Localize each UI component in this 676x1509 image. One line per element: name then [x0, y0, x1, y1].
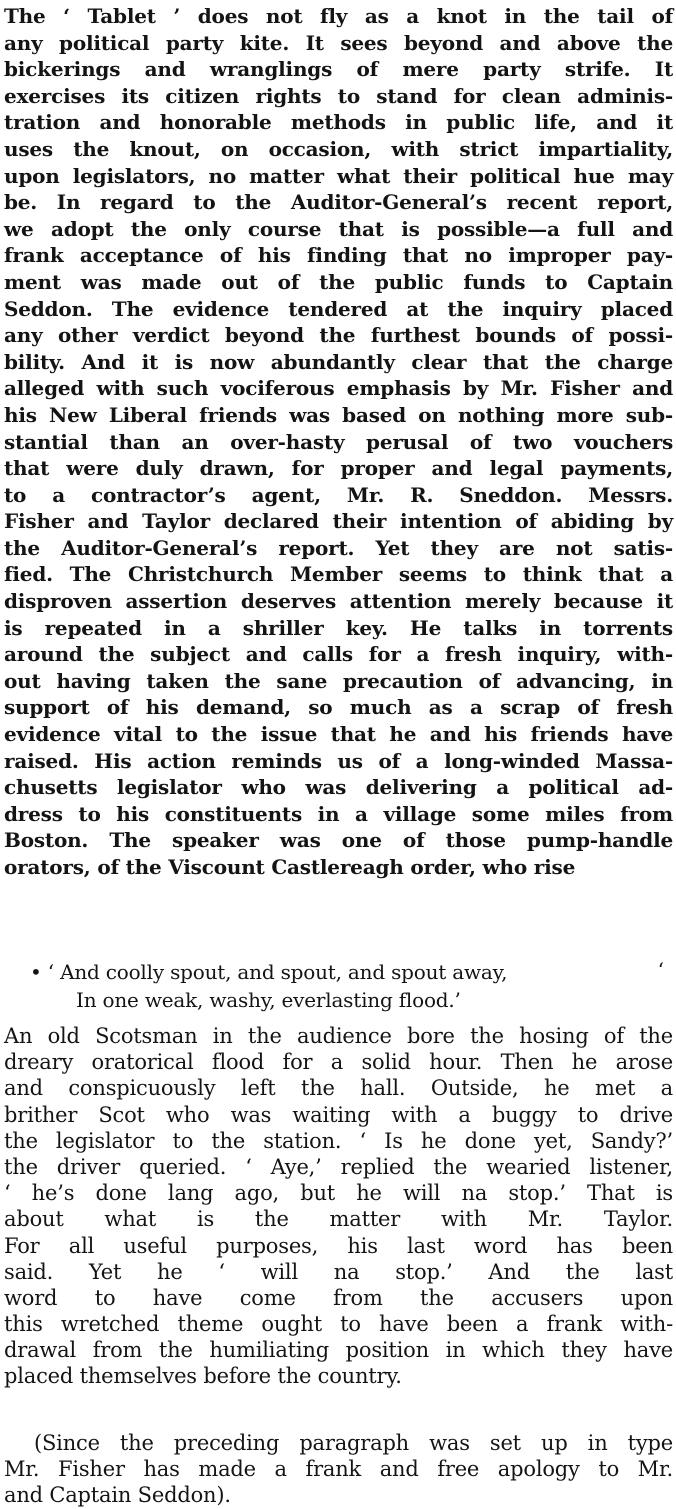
text-line: Fisher and Taylor declared their intention of abiding by: [4, 509, 673, 534]
text-line: about what is the matter with Mr. Taylor.: [4, 1207, 673, 1232]
text-line: is repeated in a shriller key. He talks in torrents: [4, 615, 673, 640]
text-line: disproven assertion deserves attention merely because it: [4, 589, 673, 614]
text-line: his New Liberal friends was based on nothing more sub-: [4, 402, 673, 427]
text-line: evidence vital to the issue that he and his friends have: [4, 722, 673, 747]
verse-line-2: In one weak, washy, everlasting flood.’: [76, 988, 461, 1012]
text-line: this wretched theme ought to have been a frank with-: [4, 1312, 673, 1337]
text-line: stantial than an over-hasty perusal of two vouchers: [4, 429, 673, 454]
text-line: the driver queried. ‘ Aye,’ replied the wearied listener,: [4, 1154, 673, 1179]
verse-line-1: • ‘ And coolly spout, and spout, and spout away,: [30, 960, 508, 984]
text-line: frank acceptance of his finding that no improper pay-: [4, 243, 673, 268]
text-line: the Auditor-General’s report. Yet they are not satis-: [4, 535, 673, 560]
verse-quote-mark: ‘: [657, 958, 664, 982]
verse-quotation: [30, 958, 670, 1014]
text-line: Boston. The speaker was one of those pump-handle: [4, 828, 673, 853]
text-line: Seddon. The evidence tendered at the inquiry placed: [4, 296, 673, 321]
text-line: ‘ he’s done lang ago, but he will na stop.’ That is: [4, 1181, 673, 1206]
text-line: said. Yet he ‘ will na stop.’ And the last: [4, 1259, 673, 1284]
text-line: to a contractor’s agent, Mr. R. Sneddon. Messrs.: [4, 482, 673, 507]
opening-paragraph: [0, 3, 676, 881]
editorial-note-paragraph: [0, 1430, 676, 1509]
text-line: placed themselves before the country.: [4, 1364, 402, 1389]
text-line: out having taken the sane precaution of advancing, in: [4, 668, 673, 693]
text-line: any other verdict beyond the furthest bounds of possi-: [4, 323, 673, 348]
text-line: The ‘ Tablet ’ does not fly as a knot in the tail of: [4, 4, 673, 28]
text-line: and conspicuously left the hall. Outside, he met a: [4, 1076, 673, 1101]
text-line: upon legislators, no matter what their political hue may: [4, 163, 673, 188]
text-line: support of his demand, so much as a scrap of fresh: [4, 695, 673, 720]
text-line: For all useful purposes, his last word has been: [4, 1233, 673, 1258]
text-line: (Since the preceding paragraph was set up in type: [34, 1431, 673, 1455]
text-line: chusetts legislator who was delivering a political ad-: [4, 775, 673, 800]
text-line: drawal from the humiliating position in which they have: [4, 1338, 673, 1363]
text-line: tration and honorable methods in public life, and it: [4, 110, 673, 135]
text-line: bility. And it is now abundantly clear that the charge: [4, 349, 673, 374]
text-line: brither Scot who was waiting with a buggy to drive: [4, 1102, 673, 1127]
text-line: fied. The Christchurch Member seems to think that a: [4, 562, 673, 587]
text-line: that were duly drawn, for proper and legal payments,: [4, 456, 673, 481]
text-line: exercises its citizen rights to stand for clean adminis-: [4, 83, 673, 108]
text-line: we adopt the only course that is possible—a full and: [4, 216, 673, 241]
text-line: around the subject and calls for a fresh inquiry, with-: [4, 642, 673, 667]
text-line: ment was made out of the public funds to Captain: [4, 269, 673, 294]
text-line: be. In regard to the Auditor-General’s recent report,: [4, 190, 673, 215]
text-line: word to have come from the accusers upon: [4, 1285, 673, 1310]
text-line: orators, of the Viscount Castlereagh order, who rise: [4, 855, 576, 879]
text-line: uses the knout, on occasion, with strict impartiality,: [4, 136, 673, 161]
text-line: bickerings and wranglings of mere party strife. It: [4, 57, 673, 82]
text-line: and Captain Seddon).: [4, 1483, 231, 1508]
text-line: Mr. Fisher has made a frank and free apology to Mr.: [4, 1457, 673, 1482]
text-line: the legislator to the station. ‘ Is he done yet, Sandy?’: [4, 1128, 673, 1153]
text-line: raised. His action reminds us of a long-winded Massa-: [4, 748, 673, 773]
text-line: dress to his constituents in a village some miles from: [4, 801, 673, 826]
text-line: dreary oratorical flood for a solid hour. Then he arose: [4, 1050, 673, 1075]
text-line: alleged with such vociferous emphasis by Mr. Fisher and: [4, 376, 673, 401]
text-line: any political party kite. It sees beyond and above the: [4, 30, 673, 55]
text-line: An old Scotsman in the audience bore the hosing of the: [4, 1024, 673, 1048]
anecdote-paragraph: [0, 1023, 676, 1390]
